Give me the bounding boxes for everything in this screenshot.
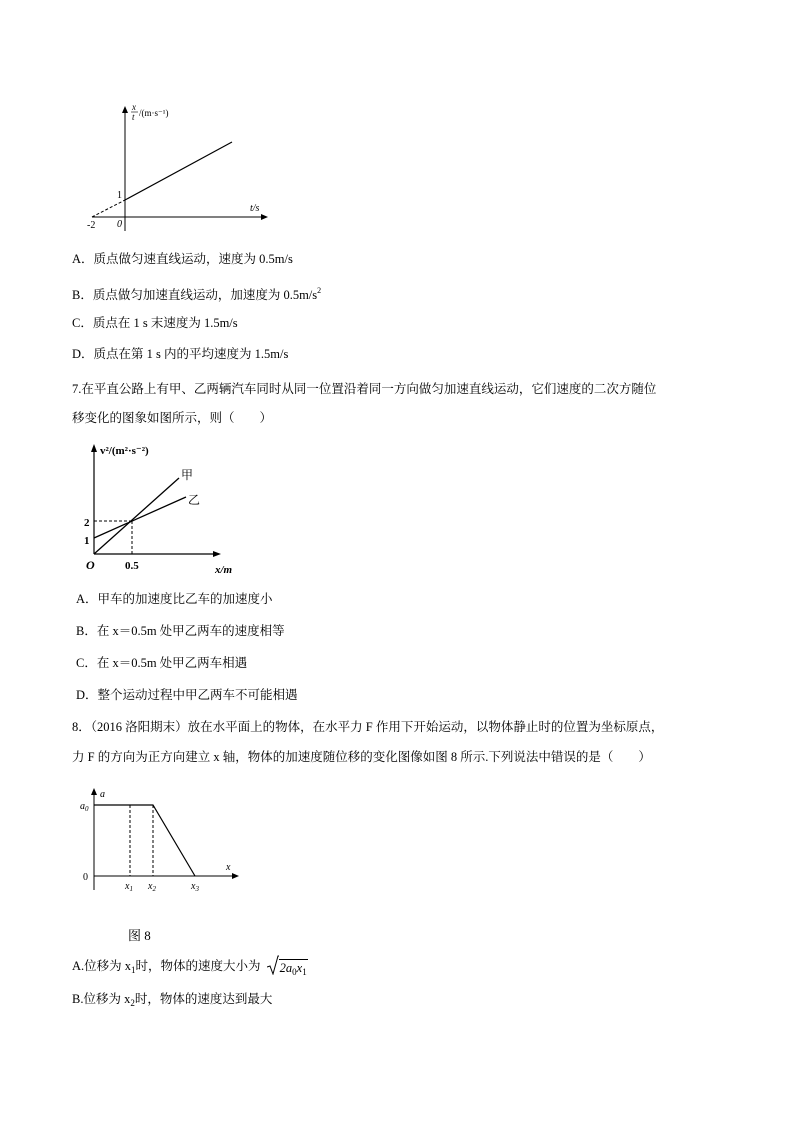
q7-stem-line2: 移变化的图象如图所示，则（ ） [72,411,273,425]
q8-tick-a0-sub: 0 [85,805,89,813]
q6-tick-x-neg2: -2 [87,220,96,231]
q6-option-b-sup: 2 [317,286,322,295]
q8-x-axis-arrow [232,873,239,879]
q7-line-yi [94,497,186,538]
q8-option-a-sub: 1 [131,965,136,975]
q8-option-b-sub: 2 [130,998,135,1008]
q6-ylabel-num: x [132,102,136,112]
q7-stem-line1: 7.在平直公路上有甲、乙两辆汽车同时从同一位置沿着同一方向做匀加速直线运动，它们速度的二次方随位 [72,382,657,396]
q6-option-c: C．质点在 1 s 末速度为 1.5m/s [72,316,238,330]
q8-tick-a0-letter: a [80,801,85,812]
q6-y-axis-arrow [122,106,128,113]
q7-line-jia [94,478,179,554]
q7-option-a: A．甲车的加速度比乙车的加速度小 [76,592,273,606]
q6-ylabel-unit: /(m·s⁻¹) [139,108,169,118]
q8-option-a-text2: 时，物体的速度大小为 [135,959,261,973]
sqrt-formula [267,959,308,979]
figure-q6-graph [80,96,280,236]
q8-tick-x2 [147,881,156,893]
q8-tick-x3-letter: x [191,881,196,892]
q7-label-jia: 甲 [181,468,194,482]
q8-ylabel: a [100,789,105,800]
q6-data-line [125,142,232,200]
q6-x-axis-arrow [261,214,268,220]
q6-tick-y1: 1 [117,190,122,201]
sqrt-radicand [279,959,308,979]
q6-option-b-text: B．质点做匀加速直线运动，加速度为 0.5m/s [72,288,318,302]
figure-q7-graph [78,434,248,579]
q6-dashed-extension [92,200,125,217]
q8-y-axis-arrow [91,788,97,795]
q7-option-d: D．整个运动过程中甲乙两车不可能相遇 [76,688,298,702]
q7-tick-x05: 0.5 [125,560,139,572]
q8-data-line [94,805,195,876]
q7-label-yi: 乙 [188,493,201,507]
q6-xlabel: t/s [250,203,260,214]
q6-option-b [72,283,321,303]
q8-figure-caption: 图 8 [128,928,151,943]
q7-tick-y2: 2 [84,517,90,529]
q8-stem-line1: 8．（2016 洛阳期末）放在水平面上的物体，在水平力 F 作用下开始运动，以物体静止时的位置为坐标原点， [72,720,664,734]
q8-tick-a0 [80,801,89,813]
q8-option-b-text: B.位移为 x [72,992,131,1006]
q8-tick-x2-sub: 2 [152,885,156,893]
q7-tick-y1: 1 [84,535,90,547]
q8-origin: 0 [83,872,88,883]
q8-option-b-text2: 时，物体的速度达到最大 [134,992,273,1006]
q7-xlabel: x/m [215,564,233,576]
q6-option-a: A．质点做匀速直线运动，速度为 0.5m/s [72,252,293,266]
q8-tick-x1 [124,881,133,893]
q8-tick-x1-letter: x [125,881,130,892]
q6-origin: 0 [117,219,122,230]
q6-ylabel-den: t [132,112,135,122]
q7-ylabel: v²/(m²·s⁻²) [100,445,149,457]
q7-x-axis-arrow [213,551,221,557]
q8-option-a [72,958,308,980]
q8-tick-x3 [190,881,199,893]
q8-tick-x2-letter: x [148,881,153,892]
q8-stem-line2: 力 F 的方向为正方向建立 x 轴，物体的加速度随位移的变化图像如图 8 所示.下列说法中错误的是（ ） [72,750,651,764]
figure-q8-graph [78,778,248,898]
q7-y-axis-arrow [91,444,97,452]
q7-origin: O [86,558,95,572]
sqrt-radicand-sub1: 1 [302,967,307,977]
q8-option-b [72,991,272,1011]
q8-xlabel: x [226,862,231,873]
q8-tick-x1-sub: 1 [129,885,133,893]
q8-tick-x3-sub: 3 [195,885,199,893]
q8-option-a-text: A.位移为 x [72,959,132,973]
radical-sign-icon [267,955,279,975]
q7-option-c: C．在 x＝0.5m 处甲乙两车相遇 [76,656,248,670]
sqrt-radicand-2a: 2a [279,961,293,975]
q7-option-b: B．在 x＝0.5m 处甲乙两车的速度相等 [76,624,285,638]
q6-option-d: D．质点在第 1 s 内的平均速度为 1.5m/s [72,347,289,361]
sqrt-radicand-sub0: 0 [292,967,297,977]
sqrt-radicand-x: x [296,961,303,975]
